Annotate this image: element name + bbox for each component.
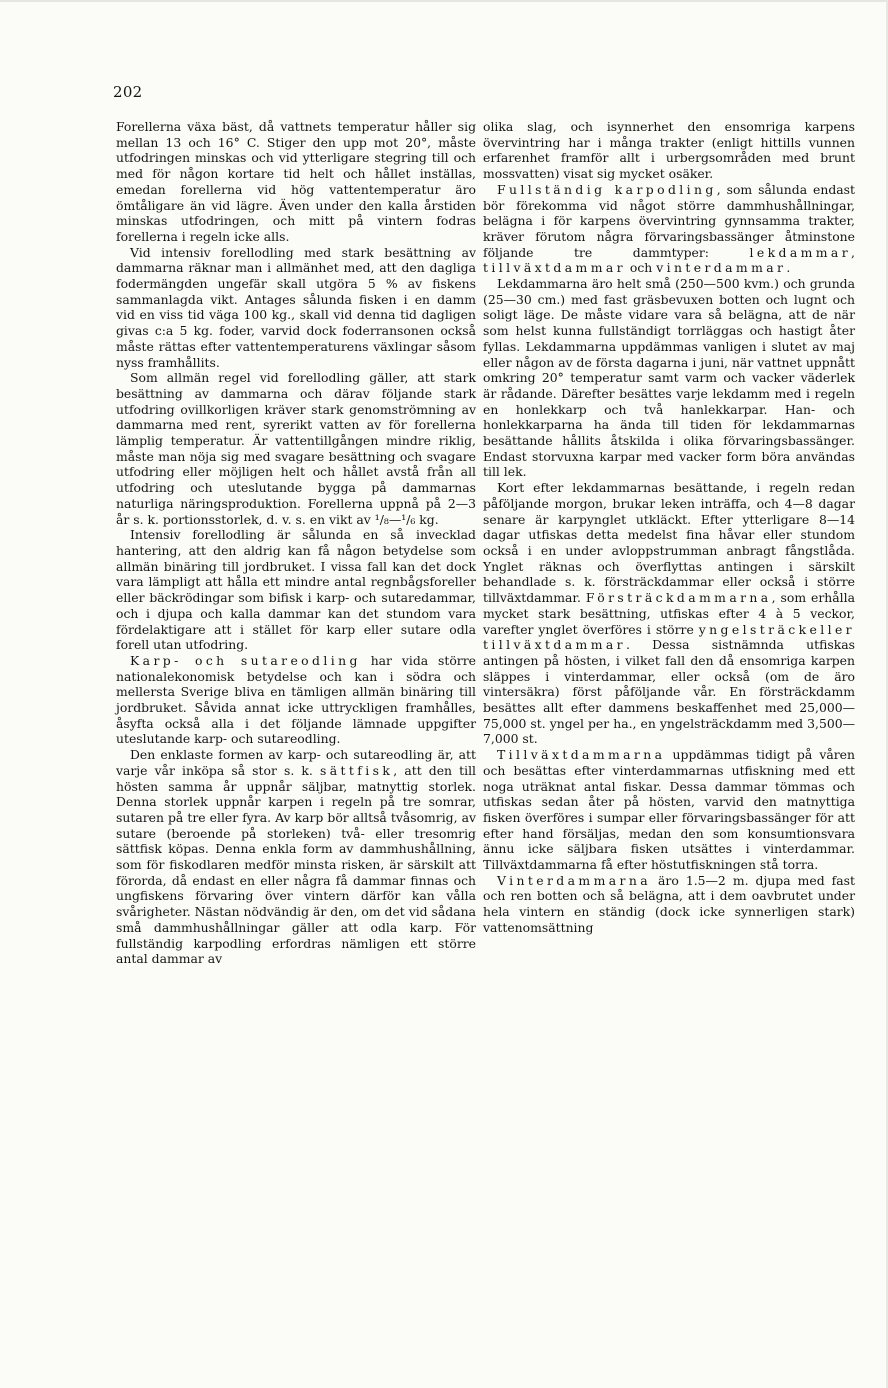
spaced-term: lekdammar [749,244,852,260]
paragraph [483,747,855,873]
page-top-edge [0,0,888,2]
paragraph [116,653,476,747]
spaced-term: Karp- och sutareodling [130,652,361,668]
text-run: . Dessa sistnämnda utfiskas antingen på hösten, i vilket fall den då ensomriga karpen släppes i vinterdammar, eller också (om de äro vintersäkra) först påföljande vår. En försträckdamm besättes allt efter dammens beskaffenhet med 25,000—75,000 st. yngel per ha., en yngelsträckdamm med 3,500—7,000 st. [483,637,855,747]
paragraph [483,873,855,936]
paragraph [116,370,476,527]
paragraph [116,527,476,653]
text-run: Lekdammarna äro helt små (250—500 kvm.) och grunda (25—30 cm.) med fast gräsbevuxen botten och lugnt och soligt läge. De måste vidare vara så belägna, att de när som helst kunna fullständigt torrläggas och hastigt åter fyllas. Lekdammarna uppdämmas vanligen i slutet av maj eller någon av de första dagarna i juni, när vattnet uppnått omkring 20° temperatur samt varm och vacker väderlek är rådande. Därefter besättes varje lekdamm med i regeln en honlekkarp och två hanlekkarpar. Han- och honlekkarparna ha ända till tiden för lekdammarnas besättande hållits åtskilda i olika förvaringsbassänger. Endast storvuxna karpar med vacker form böra användas till lek. [483,276,855,480]
paragraph [116,245,476,371]
text-run: Kort efter lekdammarnas besättande, i regeln redan påföljande morgon, brukar leken inträffa, och 4—8 dagar senare är karpynglet utkläckt. Efter ytterligare 8—14 dagar utfiskas detta medelst fina håvar eller stundom också i en under avloppstrumman anbragt fångstlåda. Ynglet räknas och överflyttas antingen i särskilt behandlade s. k. försträckdammar eller också i större tillväxtdammar. [483,480,855,606]
spaced-term: yngelsträckeller tillväxtdammar [483,621,855,653]
spaced-term: vinterdammar [656,260,787,276]
text-run: . [786,260,791,276]
text-run: har vida större nationalekonomisk betydelse och kan i södra och mellersta Sverige bliva en tämligen allmän binäring till jordbruket. Såvida annat icke uttryckligen framhålles, åsyfta också alla i det följande lämnade uppgifter uteslutande karp- och sutareodling. [116,652,476,747]
text-run: , som sålunda endast bör förekomma vid något större dammhushållningar, belägna i för karpens övervintring gynnsamma trakter, kräver förutom några förvaringsbassänger åtminstone följande tre dammtyper: [483,181,855,260]
text-run: och [625,260,657,276]
paragraph [483,119,855,182]
spaced-term: sättfisk [319,762,394,778]
spaced-term: Fullständig karpodling [497,181,717,197]
text-run: Intensiv forellodling är sålunda en så invecklad hantering, att den aldrig kan få någon betydelse som allmän binäring till jordbruket. I vissa fall kan det dock vara lämpligt att hålla ett mindre antal regnbågsforeller eller bäckrödingar som bifisk i karp- och sutaredammar, och i djupa och kalla dammar kan det stundom vara fördelaktigare att i stället för karp eller sutare odla forell utan utfodring. [116,527,476,653]
paragraph [116,747,476,967]
text-run: uppdämmas tidigt på våren och besättas efter vinterdammarnas utfiskning med ett noga uträknat antal fiskar. Dessa dammar tömmas och utfiskas sedan åter på hösten, varvid den matnyttiga fisken överföres i sumpar eller förvaringsbassänger för att efter hand försäljas, medan den som konsumtionsvara ännu icke säljbara fisken utsättes i vinterdammar. Tillväxtdammarna få efter höstutfiskningen stå torra. [483,747,855,873]
spaced-term: tillväxtdammar [483,260,626,276]
text-run: , [851,244,855,260]
text-run: , att den till hösten samma år uppnår säljbar, matnyttig storlek. Denna storlek uppnår karpen i regeln på tre somrar, sutaren på tre eller fyra. Av karp bör alltså tvåsomrig, av sutare (beroende på storleken) två- eller tresomrig sättfisk köpas. Denna enkla form av dammhushållning, som för fiskodlaren medför minsta risken, är särskilt att förorda, då endast en eller några få dammar finnas och ungfiskens förvaring över vintern därför kan vålla svårigheter. Nästan nödvändig är den, om det vid sådana små dammhushållningar gäller att odla karp. För fullständig karpodling erfordras nämligen ett större antal dammar av [116,762,477,967]
paragraph [483,182,855,276]
spaced-term: Försträckdammarna [585,590,772,606]
text-run: äro 1.5—2 m. djupa med fast och ren botten och så belägna, att i dem oavbrutet under hela vintern en ständig (dock icke synnerligen stark) vattenomsättning [483,872,855,935]
page-number: 202 [113,83,143,101]
text-run: Forellerna växa bäst, då vattnets temperatur håller sig mellan 13 och 16° C. Stiger den upp mot 20°, måste utfodringen minskas och vid ytterligare stegring till och med för någon kortare tid helt och hållet inställas, emedan forellerna vid hög vattentemperatur äro ömtåligare än vid lägre. Även under den kalla årstiden minskas utfodringen, och mitt på vintern fodras forellerna i regeln icke alls. [116,119,476,244]
paragraph [483,276,855,480]
spaced-term: Tillväxtdammarna [497,747,666,763]
text-run: olika slag, och isynnerhet den ensomriga karpens övervintring har i många trakter (enligt hittills vunnen erfarenhet framför allt i urbergsområden med brunt mossvatten) visat sig mycket osäker. [483,119,855,182]
text-run: Den enklaste formen av karp- och sutareodling är, att varje vår inköpa så stor s. k. [116,747,476,778]
paragraph [116,119,476,245]
spaced-term: Vinterdammarna [497,872,652,888]
left-text-column [116,119,476,967]
text-run: , som erhålla mycket stark besättning, utfiskas efter 4 à 5 veckor, varefter ynglet överföres i större [483,590,855,637]
text-run: Vid intensiv forellodling med stark besättning av dammarna räknar man i allmänhet med, att den dagliga fodermängden ungefär skall utgöra 5 % av fiskens sammanlagda vikt. Antages sålunda fisken i en damm vid en viss tid väga 100 kg., skall vid denna tid dagligen givas c:a 5 kg. foder, varvid dock foderransonen också måste rättas efter vattentemperaturens växlingar såsom nyss framhållits. [116,244,476,370]
right-text-column [483,119,855,936]
text-run: Som allmän regel vid forellodling gäller, att stark besättning av dammarna och därav följande stark utfodring ovillkorligen kräver stark genomströmning av dammarna med rent, syrerikt vatten av för forellerna lämplig temperatur. Är vattentillgången mindre riklig, måste man nöja sig med svagare besättning och svagare utfodring eller möjligen helt och hållet avstå från all utfodring och uteslutande bygga på dammarnas naturliga näringsproduktion. Forellerna uppnå på 2—3 år s. k. portionsstorlek, d. v. s. en vikt av ¹/₈—¹/₆ kg. [116,370,476,527]
paragraph [483,480,855,747]
